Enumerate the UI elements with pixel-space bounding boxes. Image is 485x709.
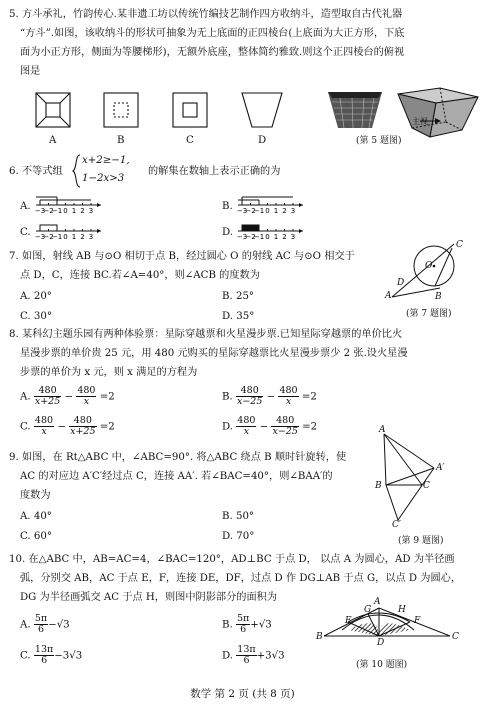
q6-tick-label: 2	[80, 233, 85, 241]
q7-label-c: C	[456, 240, 463, 250]
q5-basket-figure	[328, 92, 382, 128]
q5-option-d: D	[258, 135, 267, 146]
q10-label-h: H	[398, 605, 406, 615]
q6-tick-label: 2	[80, 207, 85, 215]
q10-figure-caption: (第 10 题图)	[356, 660, 408, 670]
q5-line-2: “方斗”.如图，该收纳斗的形状可抽象为无上底面的正四棱台(上底面为大正方形，下底	[20, 28, 405, 39]
q8-line-2: 星漫步票的单价贵 25 元，用 480 元购买的星际穿越票比火星漫步票少 2 张.设火星漫	[20, 348, 408, 359]
q7-figure-caption: (第 7 题图)	[406, 309, 452, 319]
q9-label-a: A	[379, 425, 386, 435]
q5-line-1: 5. 方斗承礼，竹韵传心.某非遗工坊以传统竹编技艺制作四方收纳斗，造型取自古代礼器	[9, 9, 403, 20]
q6-tick-label: 2	[282, 233, 287, 241]
q9-line-3: 度数为	[20, 490, 51, 501]
q5-option-figures	[0, 0, 485, 150]
q5-option-a-figure	[36, 93, 70, 127]
q10-label-f: F	[414, 616, 421, 626]
q6-suffix: 的解集在数轴上表示正确的为	[148, 166, 281, 177]
q8-option-b: B. $\frac{480}{x-25}$ − $\frac{480}{x}$ =2	[222, 385, 317, 407]
q6-tick-label: 1	[71, 207, 77, 215]
q6-tick-label: −2	[245, 207, 256, 215]
q6-tick-label: 0	[265, 207, 270, 215]
q6-tick-label: 3	[88, 233, 94, 241]
q6-tick-label: −2	[43, 233, 54, 241]
q9-label-a-prime: A′	[436, 463, 445, 473]
q7-figure	[388, 242, 478, 312]
q10-line-2: 弧，分别交 AB，AC 于点 E，F，连接 DE，DF，过点 D 作 DG⊥AB 于点 G，以点 D 为圆心，	[20, 573, 462, 584]
q5-line-3: 面为小正方形，侧面为等腰梯形)，无额外底座，整体简约雅致.则这个正四棱台的俯视	[20, 47, 405, 58]
q9-label-b: B	[375, 481, 382, 491]
q5-option-c: C	[186, 135, 194, 146]
q6-tick-label: −3	[236, 207, 248, 215]
q6-tick-label: 1	[71, 233, 77, 241]
q6-tick-label: 3	[88, 207, 94, 215]
q8-option-d: D. $\frac{480}{x}$ − $\frac{480}{x-25}$ =2	[222, 415, 318, 437]
q7-option-d: D. 35°	[222, 311, 255, 322]
q8-option-a: A. $\frac{480}{x+25}$ − $\frac{480}{x}$ =2	[20, 385, 115, 407]
q7-option-a: A. 20°	[20, 291, 52, 302]
page-footer: 数学 第 2 页 (共 8 页)	[190, 688, 295, 700]
q6-tick-label: −2	[43, 207, 54, 215]
q5-option-c-figure	[173, 93, 207, 127]
q8-option-c: C. $\frac{480}{x}$ − $\frac{480}{x+25}$ =2	[20, 415, 115, 437]
q6-option-c-label: C.	[20, 227, 31, 238]
q5-option-d-figure	[242, 93, 282, 127]
q7-option-c: C. 30°	[20, 311, 52, 322]
q6-brace	[72, 154, 82, 188]
q9-line-2: AC 的对应边 A′C′经过点 C，连接 AA′. 若∠BAC=40°，则∠BAA′的	[20, 471, 333, 482]
q6-tick-label: 3	[290, 207, 296, 215]
q6-tick-label: 1	[273, 207, 279, 215]
q6-prefix: 6. 不等式组	[9, 166, 63, 177]
q10-label-d: D	[377, 638, 385, 648]
q10-line-1: 10. 在△ABC 中，AB=AC=4，∠BAC=120°，AD⊥BC 于点 D， 以点 A 为圆心，AD 为半径画	[9, 554, 455, 565]
q9-label-c: C	[423, 481, 430, 491]
q10-option-c: C. $\frac{13\pi}{6}$ −3√3	[20, 644, 83, 666]
q9-figure	[378, 430, 458, 540]
q10-option-a: A. $\frac{5\pi}{6}$ −√3	[20, 613, 70, 635]
q8-line-1: 8. 某科幻主题乐园有两种体验票：星际穿越票和火星漫步票.已知星际穿越票的单价比火	[9, 329, 403, 340]
q7-option-b: B. 25°	[222, 291, 255, 302]
q5-frustum-figure	[398, 88, 478, 137]
q9-option-d: D. 70°	[222, 531, 255, 542]
q6-tick-label: 0	[63, 233, 68, 241]
q10-figure	[322, 600, 472, 660]
q10-line-3: DG 为半径画弧交 AC 于点 H，则图中阴影部分的面积为	[20, 592, 278, 603]
q6-tick-label: 0	[63, 207, 68, 215]
q5-option-a: A	[49, 135, 57, 146]
q9-label-c-prime: C′	[392, 520, 401, 530]
q6-inequality-1: x+2≥−1,	[82, 155, 130, 166]
q6-tick-label: −1	[253, 207, 265, 215]
q9-line-1: 9. 如图，在 Rt△ABC 中，∠ABC=90°. 将△ABC 绕点 B 顺时针旋转，使	[9, 452, 347, 463]
q9-option-b: B. 50°	[222, 511, 255, 522]
q5-figure-caption: (第 5 题图)	[356, 136, 402, 146]
q6-tick-label: 0	[265, 233, 270, 241]
q5-option-b-figure	[104, 93, 138, 127]
q6-tick-label: 3	[290, 233, 296, 241]
q10-label-a: A	[374, 597, 381, 607]
q6-inequality-2: 1−2x>3	[82, 173, 125, 184]
q6-tick-label: −3	[34, 207, 46, 215]
q6-tick-label: 1	[273, 233, 279, 241]
q10-label-c: C	[452, 632, 459, 642]
q5-option-b: B	[117, 135, 125, 146]
q7-line-2: 点 D，C，连接 BC.若∠A=40°，则∠ACB 的度数为	[20, 270, 260, 281]
q6-tick-label: 2	[282, 207, 287, 215]
q7-label-b: B	[435, 292, 442, 302]
q9-option-a: A. 40°	[20, 511, 52, 522]
q6-option-b-label: B.	[222, 201, 233, 212]
q9-option-c: C. 60°	[20, 531, 52, 542]
q7-label-a: A	[385, 291, 392, 301]
q7-label-o: O	[425, 261, 433, 271]
q6-option-d-label: D.	[222, 227, 234, 238]
q6-tick-label: −3	[236, 233, 248, 241]
q8-line-3: 步票的单价为 x 元，则 x 满足的方程为	[20, 367, 198, 378]
q9-figure-caption: (第 9 题图)	[398, 536, 444, 546]
q7-label-d: D	[397, 278, 405, 288]
q6-option-a-label: A.	[20, 201, 31, 212]
q7-line-1: 7. 如图，射线 AB 与⊙O 相切于点 B，经过圆心 O 的射线 AC 与⊙O 相交于	[9, 251, 355, 262]
q6-tick-label: −1	[253, 233, 265, 241]
q6-tick-label: −1	[51, 233, 63, 241]
q10-option-d: D. $\frac{13\pi}{6}$ +3√3	[222, 644, 285, 666]
q6-number-lines	[0, 190, 485, 250]
q10-option-b: B. $\frac{5\pi}{6}$ +√3	[222, 613, 272, 635]
q10-label-e: E	[345, 616, 352, 626]
q6-tick-label: −1	[51, 207, 63, 215]
q6-tick-label: −3	[34, 233, 46, 241]
q5-view-label: 主视	[412, 117, 428, 126]
q10-label-g: G	[364, 605, 372, 615]
q10-label-b: B	[316, 632, 323, 642]
q6-tick-label: −2	[245, 233, 256, 241]
q5-line-4: 图是	[20, 66, 41, 77]
